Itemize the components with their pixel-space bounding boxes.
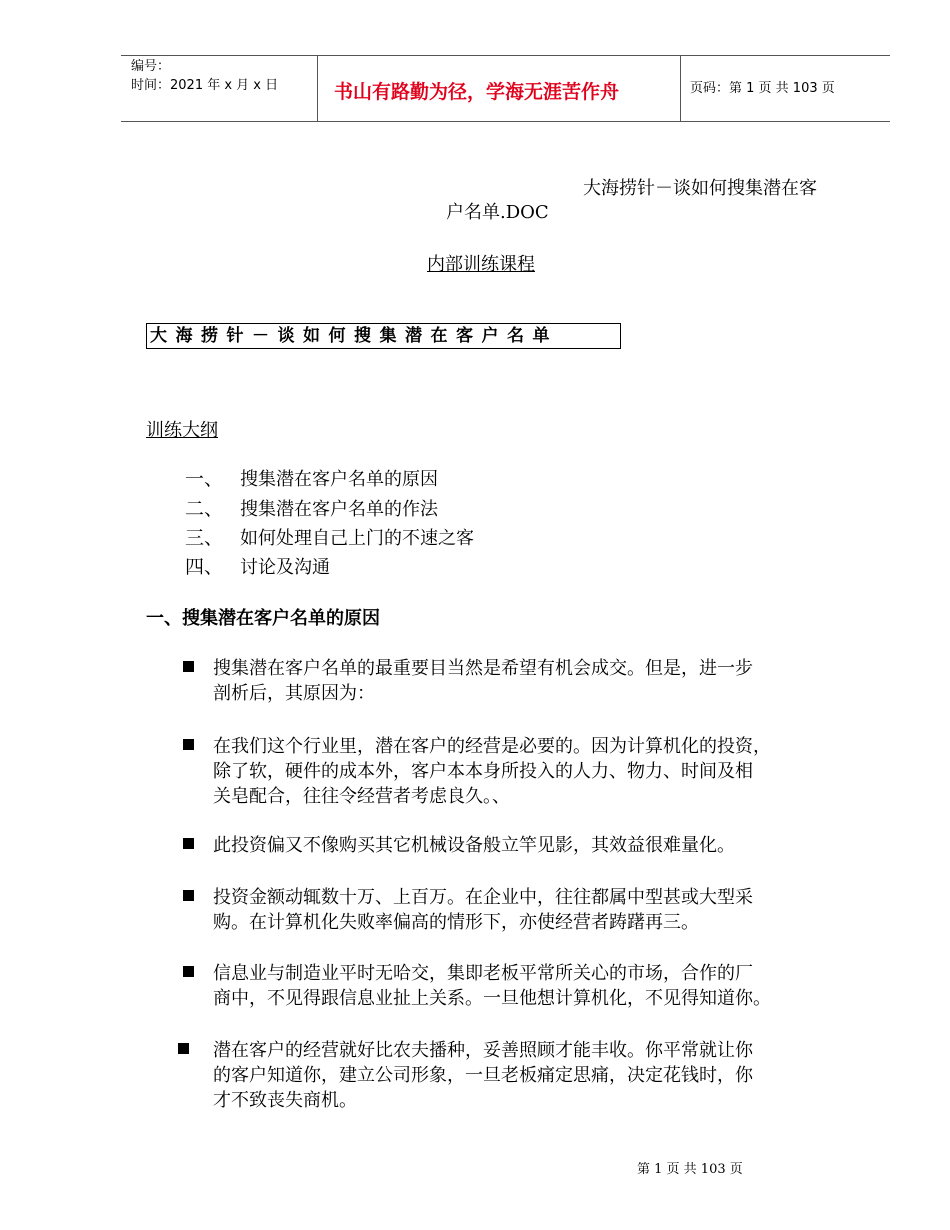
header-bottom-rule: [121, 121, 890, 122]
header-divider-right: [680, 55, 681, 121]
outline-item-text: 如何处理自己上门的不速之客: [240, 528, 474, 549]
outline-item-num: 二、: [185, 498, 224, 520]
paragraph-line: 剖析后，其原因为：: [213, 683, 375, 704]
bullet-square-icon: [183, 739, 194, 750]
bullet-paragraph: [213, 656, 873, 706]
bullet-paragraph: [213, 885, 873, 935]
paragraph-line: 投资金额动辄数十万、上百万。在企业中，往往都属中型甚或大型采: [213, 887, 753, 908]
outline-item-num: 一、: [185, 468, 224, 490]
paragraph-line: 的客户知道你，建立公司形象，一旦老板痛定思痛，决定花钱时，你: [213, 1065, 753, 1086]
header-page-info: 页码：第 1 页 共 103 页: [690, 81, 835, 96]
doc-title-line2: 户名单.DOC: [446, 202, 549, 223]
header-time-label: 时间：2021 年 x 月 x 日: [131, 78, 279, 93]
header-motto: 书山有路勤为径，学海无涯苦作舟: [334, 81, 620, 103]
bullet-square-icon: [183, 661, 194, 672]
course-label: 内部训练课程: [427, 254, 535, 275]
paragraph-line: 关皂配合，往往令经营者考虑良久。、: [213, 786, 510, 807]
section-heading: 一、搜集潜在客户名单的原因: [146, 608, 380, 629]
bullet-paragraph: [213, 1038, 873, 1113]
outline-item-num: 四、: [185, 556, 224, 578]
paragraph-line: 此投资偏又不像购买其它机械设备般立竿见影，其效益很难量化。: [213, 835, 735, 856]
paragraph-line: 除了软，硬件的成本外，客户本本身所投入的人力、物力、时间及相: [213, 761, 753, 782]
paragraph-line: 在我们这个行业里，潜在客户的经营是必要的。因为计算机化的投资，: [213, 736, 771, 757]
bullet-paragraph: [213, 833, 873, 858]
bullet-square-icon: [183, 890, 194, 901]
paragraph-line: 信息业与制造业平时无哈交，集即老板平常所关心的市场，合作的厂: [213, 963, 753, 984]
outline-item-text: 搜集潜在客户名单的作法: [240, 499, 438, 520]
paragraph-line: 购。在计算机化失败率偏高的情形下，亦使经营者踌躇再三。: [213, 912, 699, 933]
doc-title-line1: 大海捞针－谈如何搜集潜在客: [583, 178, 817, 199]
bullet-square-icon: [183, 838, 194, 849]
bullet-square-icon: [178, 1043, 189, 1054]
outline-item-text: 搜集潜在客户名单的原因: [240, 469, 438, 490]
header-serial-label: 编号：: [131, 59, 171, 74]
boxed-title: 大海捞针－谈如何搜集潜在客户名单: [146, 323, 621, 349]
header-top-rule: [121, 55, 890, 56]
bullet-square-icon: [183, 966, 194, 977]
outline-item-num: 三、: [185, 527, 224, 549]
paragraph-line: 潜在客户的经营就好比农夫播种，妥善照顾才能丰收。你平常就让你: [213, 1040, 753, 1061]
paragraph-line: 商中，不见得跟信息业扯上关系。一旦他想计算机化，不见得知道你。: [213, 988, 771, 1009]
bullet-paragraph: [213, 734, 873, 809]
header-divider-left: [317, 55, 318, 121]
outline-item-text: 讨论及沟通: [240, 557, 330, 578]
paragraph-line: 才不致丧失商机。: [213, 1090, 357, 1111]
bullet-paragraph: [213, 961, 873, 1011]
paragraph-line: 搜集潜在客户名单的最重要目当然是希望有机会成交。但是，进一步: [213, 658, 753, 679]
outline-heading: 训练大纲: [146, 420, 218, 441]
footer-page-number: 第 1 页 共 103 页: [637, 1162, 743, 1177]
